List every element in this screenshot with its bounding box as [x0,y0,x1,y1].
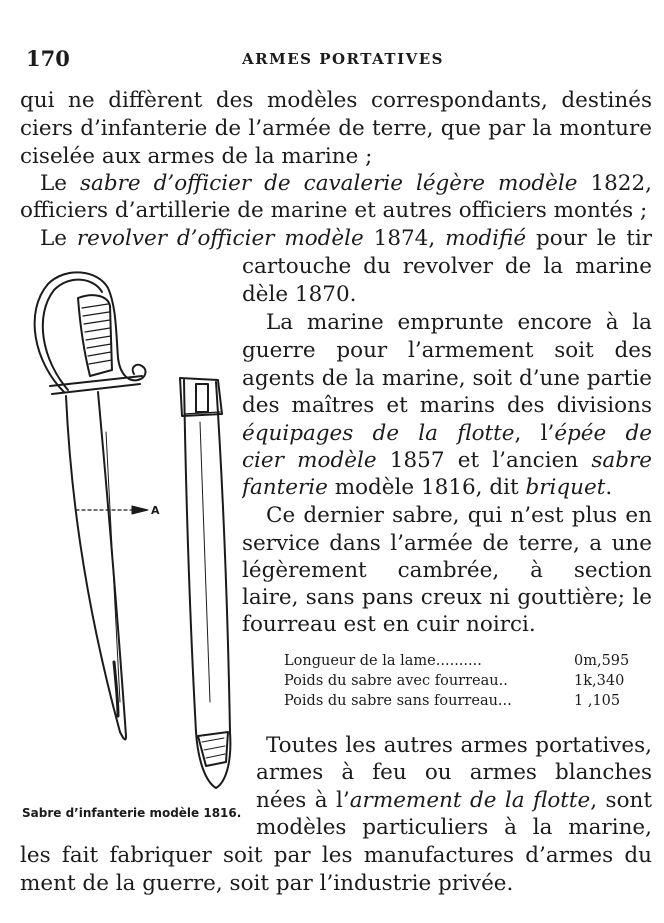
text-line: modèles particuliers à la marine, [256,815,652,840]
text-line: fourreau est en cuir noirci. [242,612,536,637]
sabre-blade [66,392,126,739]
text-line: ciers d’infanterie de l’armée de terre, que par la monture [20,116,652,141]
spec-label: Longueur de la lame.......... [284,653,482,669]
sabre-grip [78,295,112,376]
text-line: nées à l’armement de la flotte, sont [256,788,652,813]
text-line: cartouche du revolver de la marine [242,254,652,279]
text-line: qui ne diffèrent des modèles correspondants, destinés [20,88,652,113]
text-line: officiers d’artillerie de marine et autres officiers montés ; [20,198,648,223]
marker-line [76,506,148,514]
text-line: Toutes les autres armes portatives, [266,733,652,758]
spec-row [284,671,644,692]
text-line: dèle 1870. [242,282,357,307]
text-line: des maîtres et marins des divisions [242,393,652,418]
spec-value: 1 ,105 [574,693,621,709]
text-line: cier modèle 1857 et l’ancien sabre [242,448,652,473]
spec-label: Poids du sabre sans fourreau... [284,693,512,709]
text-line: ciselée aux armes de la marine ; [20,144,373,169]
spec-value: 1k,340 [574,673,625,689]
page-number: 170 [26,46,70,71]
spec-value: 0m,595 [574,653,630,669]
scabbard [180,378,230,788]
text-line: équipages de la flotte, l’épée de [242,421,652,446]
text-line: Le revolver d’officier modèle 1874, modifié pour le tir [40,226,652,251]
sabre-illustration [20,262,244,792]
text-line: Ce dernier sabre, qui n’est plus en [266,503,652,528]
running-title: ARMES PORTATIVES [242,50,444,68]
text-line: service dans l’armée de terre, a une [242,531,652,556]
spec-label: Poids du sabre avec fourreau.. [284,673,508,689]
text-line: les fait fabriquer soit par les manufactures d’armes du [20,843,652,868]
text-line: ment de la guerre, soit par l’industrie privée. [20,871,514,896]
text-line: guerre pour l’armement soit des [242,338,652,363]
text-line: laire, sans pans creux ni gouttière; le [242,585,652,610]
text-line: Le sabre d’officier de cavalerie légère modèle 1822, [40,171,652,196]
figure-caption: Sabre d’infanterie modèle 1816. [22,806,242,820]
spec-row [284,651,644,672]
marker-label: A [151,504,160,517]
text-line: La marine emprunte encore à la [266,310,652,335]
spec-row [284,691,644,712]
text-line: armes à feu ou armes blanches [256,760,652,785]
text-line: légèrement cambrée, à section [242,558,652,583]
text-line: fanterie modèle 1816, dit briquet. [242,475,613,500]
text-line: agents de la marine, soit d’une partie [242,366,652,391]
